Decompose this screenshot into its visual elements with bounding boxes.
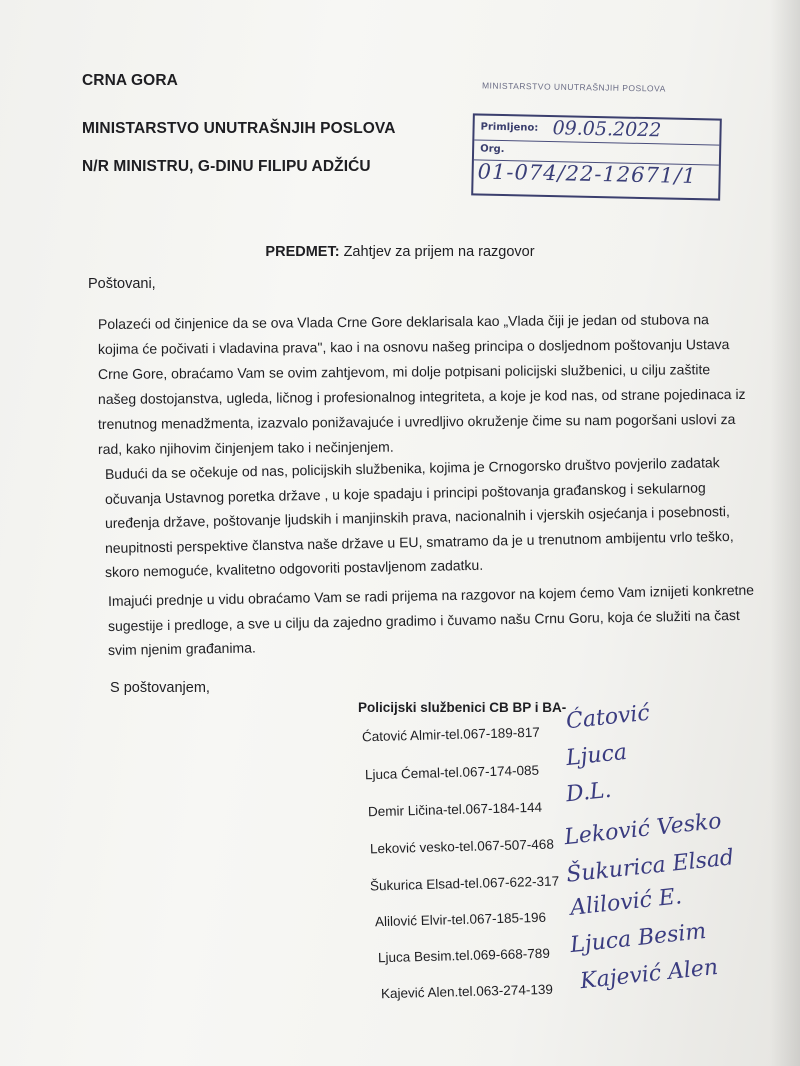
paragraph-line: Crne Gore, obraćamo Vam se ovim zahtjevom, mi dolje potpisani policijski službenici, u cilju zaštite xyxy=(97,361,711,382)
handwritten-signature: Alilović E. xyxy=(569,884,684,921)
handwritten-signature: Ćatović xyxy=(564,700,651,735)
signatory-name: Ljuca Besim.tel.069-668-789 xyxy=(377,945,551,966)
handwritten-signature: D.L. xyxy=(564,777,613,808)
registry-stamp xyxy=(471,113,722,200)
paragraph-line: kojima će počivati i vladavina prava", kao i na osnovu našeg principa o dosljednom poštovanju Ustava xyxy=(97,336,730,357)
header-country: CRNA GORA xyxy=(82,72,178,89)
paragraph-line: rad, kako njihovim činjenjem tako i nečinjenjem. xyxy=(97,438,394,457)
subject-text: Zahtjev za prijem na razgovor xyxy=(343,244,535,260)
closing: S poštovanjem, xyxy=(110,680,210,696)
handwritten-signature: Ljuca xyxy=(564,739,629,772)
signatory-name: Alilović Elvir-tel.067-185-196 xyxy=(374,909,547,930)
stamp-ref-number: 01-074/22-12671/1 xyxy=(477,159,697,189)
paragraph-line: neupitnosti perspektive članstva naše države u EU, smatramo da je u trenutnom ambijentu vrlo teško, xyxy=(104,527,734,556)
header-recipient: N/R MINISTRU, G-DINU FILIPU ADŽIĆU xyxy=(82,158,371,175)
signatory-name: Ćatović Almir-tel.067-189-817 xyxy=(361,724,541,745)
paragraph-line: sugestije i predloge, a sve u cilju da zajedno gradimo i čuvamo našu Crnu Goru, koja će služiti na čast xyxy=(107,606,740,634)
paragraph-line: našeg dostojanstva, ugleda, ličnog i profesionalnog integriteta, a koje je kod nas, od strane pojedinaca iz xyxy=(97,385,746,407)
header-ministry: MINISTARSTVO UNUTRAŠNJIH POSLOVA xyxy=(82,120,396,137)
signatory-name: Leković vesko-tel.067-507-468 xyxy=(369,836,555,857)
handwritten-signature: Ljuca Besim xyxy=(569,918,708,959)
stamp-org-label: Org. xyxy=(480,143,505,156)
stamp-title: MINISTARSTVO UNUTRAŠNJIH POSLOVA xyxy=(481,80,666,94)
paragraph-line: svim njenim građanima. xyxy=(107,639,256,658)
handwritten-signature: Leković Vesko xyxy=(563,808,723,851)
handwritten-signature: Kajević Alen xyxy=(579,954,720,995)
subject-line xyxy=(0,244,800,260)
signatory-name: Demir Ličina-tel.067-184-144 xyxy=(367,799,543,820)
paragraph-line: trenutnog menadžmenta, izazvalo ponižavajuće i uvredljivo okruženje čime su nam pogoršani uslovi za xyxy=(97,410,736,432)
subject-label: PREDMET: xyxy=(265,244,340,260)
stamp-received-date: 09.05.2022 xyxy=(552,117,662,142)
stamp-received-label: Primljeno: xyxy=(480,121,539,134)
signatory-name: Šukurica Elsad-tel.067-622-317 xyxy=(369,873,560,894)
signatory-name: Ljuca Ćemal-tel.067-174-085 xyxy=(364,762,540,783)
paragraph-line: Budući da se očekuje od nas, policijskih službenika, kojima je Crnogorsko društvo povjerilo zadatak xyxy=(104,454,720,482)
greeting: Poštovani, xyxy=(88,276,156,292)
signatory-name: Kajević Alen.tel.063-274-139 xyxy=(380,981,554,1002)
handwritten-signature: Šukurica Elsad xyxy=(565,845,736,888)
paragraph-line: skoro nemoguće, kvalitetno odgovoriti postavljenom zadatku. xyxy=(104,556,484,580)
paragraph-line: očuvanja Ustavnog poretka države , u koje spadaju i principi poštovanja građanskog i sekularnog xyxy=(104,478,706,507)
paragraph-line: uređenja države, poštovanje ljudskih i manjinskih prava, nacionalnih i vjerskih osjećanja i posebnosti, xyxy=(104,503,730,531)
paragraph-line: Imajući prednje u vidu obraćamo Vam se radi prijema na razgovor na kojem ćemo Vam iznijeti konkretne xyxy=(107,581,755,609)
paragraph-line: Polazeći od činjenice da se ova Vlada Crne Gore deklarisala kao „Vlada čiji je jedan od stubova na xyxy=(97,311,709,332)
signatories-title: Policijski službenici CB BP i BA- xyxy=(358,700,567,715)
